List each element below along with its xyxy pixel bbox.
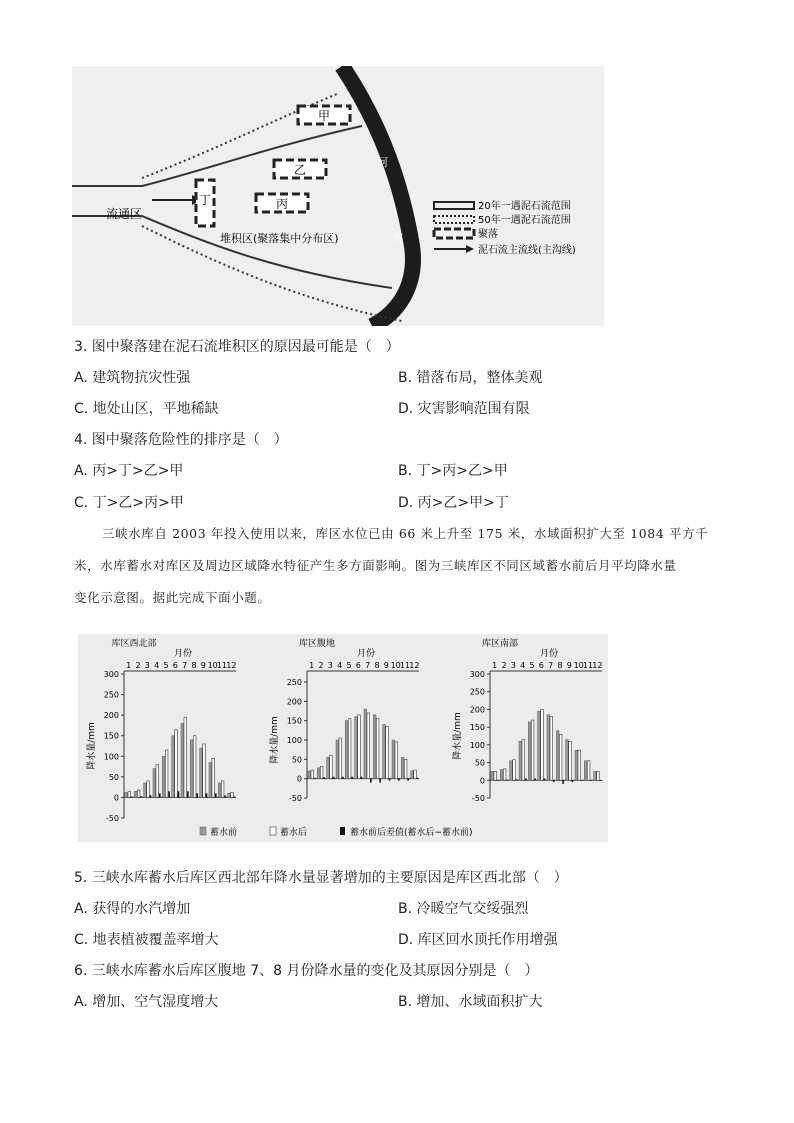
- label-deposit-zone: 堆积区(聚落集中分布区): [220, 232, 339, 245]
- legend-diff-label: 蓄水前后差值(蓄水后−蓄水前): [350, 828, 473, 838]
- month-tick-label: 12: [409, 661, 420, 670]
- question-3-stem: 3. 图中聚落建在泥石流堆积区的原因最可能是（ ）: [74, 339, 400, 355]
- bar-after: [503, 769, 506, 780]
- month-tick-label: 9: [383, 661, 389, 670]
- question-6-option-b[interactable]: B. 增加、水域面积扩大: [398, 994, 543, 1010]
- range-20yr-lower: [72, 216, 392, 288]
- bar-before: [566, 740, 569, 781]
- bar-after: [339, 738, 342, 779]
- bar-before: [364, 709, 367, 779]
- bar-diff: [534, 779, 536, 781]
- bar-before: [144, 783, 147, 797]
- legend-flowline-arrowhead: [466, 245, 474, 253]
- bar-diff: [351, 777, 353, 779]
- y-tick-label: 300: [469, 670, 485, 679]
- question-4-option-c[interactable]: C. 丁>乙>丙>甲: [74, 495, 184, 511]
- legend-settlement-label: 聚落: [478, 229, 498, 240]
- debris-flow-map: [72, 66, 604, 326]
- bar-after: [367, 713, 370, 779]
- bar-after: [376, 719, 379, 779]
- bar-after: [550, 717, 553, 781]
- bar-before: [190, 740, 193, 798]
- y-tick-label: 50: [474, 758, 485, 768]
- bar-diff: [196, 793, 198, 797]
- x-axis-label: 月份: [540, 649, 559, 659]
- legend-20yr-label: 20年一遇泥石流范围: [478, 201, 571, 212]
- month-tick-label: 5: [163, 661, 169, 670]
- month-tick-label: 3: [327, 661, 333, 670]
- bar-after: [597, 771, 600, 780]
- bar-after: [414, 770, 417, 779]
- bar-before: [584, 761, 587, 780]
- bar-diff: [140, 796, 142, 797]
- bar-diff: [562, 780, 564, 784]
- question-3-option-b[interactable]: B. 错落布局，整体美观: [398, 370, 543, 386]
- bar-diff: [389, 779, 391, 781]
- y-tick-label: 250: [469, 687, 485, 697]
- y-tick-label: 0: [113, 793, 119, 803]
- question-5-option-c[interactable]: C. 地表植被覆盖率增大: [74, 932, 219, 948]
- y-tick-label: 50: [108, 772, 119, 782]
- passage-line-1: 三峡水库自 2003 年投入使用以来，库区水位已由 66 米上升至 175 米，水域面积扩大至 1084 平方千: [102, 526, 709, 541]
- bar-after: [494, 771, 497, 780]
- precipitation-charts-svg: [78, 634, 608, 842]
- label-flow-zone: 流通区: [106, 207, 143, 221]
- bar-before: [228, 793, 231, 797]
- label-jia: 甲: [317, 109, 331, 123]
- bar-diff: [379, 779, 381, 783]
- bar-before: [575, 750, 578, 780]
- bar-diff: [506, 780, 508, 781]
- bar-before: [162, 756, 165, 797]
- bar-diff: [544, 779, 546, 781]
- bar-diff: [370, 779, 372, 783]
- bar-diff: [187, 791, 189, 797]
- month-tick-label: 4: [154, 661, 160, 670]
- month-tick-label: 6: [355, 661, 361, 670]
- y-tick-label: 200: [286, 697, 302, 707]
- debris-flow-map-svg: [72, 66, 604, 326]
- bar-before: [392, 740, 395, 779]
- y-tick-label: 150: [103, 731, 119, 741]
- question-5-option-b[interactable]: B. 冷暖空气交绥强烈: [398, 901, 529, 917]
- month-tick-label: 9: [200, 661, 206, 670]
- bar-diff: [497, 780, 499, 781]
- bar-diff: [516, 779, 518, 780]
- passage-line-3: 变化示意图。据此完成下面小题。: [74, 590, 271, 605]
- y-tick-label: 150: [286, 716, 302, 726]
- bar-after: [221, 781, 224, 797]
- bar-after: [559, 734, 562, 780]
- bar-before: [172, 736, 175, 798]
- bar-diff: [314, 778, 316, 779]
- month-tick-label: 2: [135, 661, 141, 670]
- month-tick-label: 10: [573, 661, 584, 670]
- y-tick-label: 100: [103, 752, 119, 762]
- legend-settlement-symbol: [434, 229, 474, 238]
- month-tick-label: 10: [390, 661, 401, 670]
- bar-diff: [572, 780, 574, 782]
- bar-diff: [131, 797, 133, 798]
- y-tick-label: 100: [286, 736, 302, 745]
- y-tick-label: -50: [105, 814, 119, 823]
- bar-diff: [168, 791, 170, 797]
- bar-before: [345, 721, 348, 779]
- question-6-option-a[interactable]: A. 增加、空气湿度增大: [74, 994, 219, 1010]
- bar-after: [137, 790, 140, 797]
- month-tick-label: 2: [501, 661, 507, 670]
- month-tick-label: 7: [365, 661, 371, 670]
- month-tick-label: 8: [191, 661, 197, 670]
- bar-diff: [342, 777, 344, 779]
- month-tick-label: 6: [172, 661, 178, 670]
- month-tick-label: 7: [548, 661, 554, 670]
- month-tick-label: 8: [557, 661, 563, 670]
- chart-title: 库区腹地: [298, 639, 336, 649]
- bar-after: [203, 744, 206, 797]
- bar-before: [491, 771, 494, 780]
- bar-before: [134, 791, 137, 797]
- precipitation-charts: [78, 634, 608, 842]
- y-tick-label: 250: [286, 678, 302, 687]
- y-tick-label: 200: [469, 705, 485, 715]
- bar-after: [165, 750, 168, 797]
- bar-before: [556, 731, 559, 781]
- question-4-stem: 4. 图中聚落危险性的排序是（ ）: [74, 432, 288, 448]
- legend-50yr-label: 50年一遇泥石流范围: [478, 215, 571, 226]
- bar-diff: [398, 779, 400, 781]
- month-tick-label: 3: [510, 661, 516, 670]
- bar-diff: [333, 777, 335, 779]
- label-ding: 丁: [198, 193, 212, 207]
- legend-50yr-symbol: [434, 216, 474, 223]
- bar-before: [327, 757, 330, 778]
- month-tick-label: 4: [337, 661, 343, 670]
- bar-before: [383, 725, 386, 779]
- y-axis-label: 降水量/mm: [87, 722, 97, 770]
- month-tick-label: 9: [566, 661, 572, 670]
- y-axis-label: 降水量/mm: [270, 716, 280, 764]
- y-tick-label: 250: [103, 690, 119, 700]
- label-river-he: 河: [377, 156, 388, 169]
- bar-before: [336, 740, 339, 779]
- bar-after: [522, 740, 525, 781]
- bar-before: [500, 770, 503, 781]
- bar-diff: [590, 780, 592, 781]
- bar-diff: [206, 793, 208, 797]
- bar-after: [212, 758, 215, 797]
- bar-diff: [600, 780, 602, 781]
- question-4-option-d[interactable]: D. 丙>乙>甲>丁: [398, 495, 509, 511]
- bar-before: [594, 771, 597, 780]
- month-tick-label: 1: [309, 661, 315, 670]
- bar-after: [358, 715, 361, 779]
- y-tick-label: 100: [469, 740, 485, 750]
- y-tick-label: 0: [479, 776, 485, 786]
- chart-title: 库区南部: [481, 639, 519, 649]
- legend-after-label: 蓄水后: [280, 828, 308, 838]
- bar-after: [513, 760, 516, 781]
- bar-before: [317, 768, 320, 779]
- river: [342, 66, 413, 326]
- legend-before-label: 蓄水前: [210, 828, 238, 838]
- label-yi: 乙: [293, 163, 307, 177]
- y-tick-label: -50: [471, 794, 485, 803]
- bar-before: [528, 722, 531, 780]
- bar-before: [181, 723, 184, 797]
- y-tick-label: -50: [288, 794, 302, 803]
- x-axis-label: 月份: [357, 649, 376, 659]
- month-tick-label: 1: [126, 661, 132, 670]
- x-axis-label: 月份: [174, 649, 193, 659]
- month-tick-label: 3: [144, 661, 150, 670]
- question-5-option-a[interactable]: A. 获得的水汽增加: [74, 901, 191, 917]
- bar-diff: [407, 779, 409, 781]
- month-tick-label: 11: [216, 661, 228, 670]
- question-4-option-b[interactable]: B. 丁>丙>乙>甲: [398, 463, 508, 479]
- y-tick-label: 0: [296, 774, 302, 784]
- bar-diff: [215, 793, 217, 797]
- bar-before: [547, 715, 550, 781]
- question-3-option-d[interactable]: D. 灾害影响范围有限: [398, 401, 530, 417]
- label-bing: 丙: [275, 197, 289, 211]
- bar-after: [231, 792, 234, 797]
- bar-after: [193, 736, 196, 798]
- month-tick-label: 12: [226, 661, 237, 670]
- bar-before: [200, 748, 203, 797]
- map-legend: [434, 199, 576, 256]
- legend-20yr-symbol: [434, 202, 474, 209]
- bar-before: [510, 761, 513, 780]
- bar-before: [373, 715, 376, 779]
- y-axis-label: 降水量/mm: [453, 712, 463, 760]
- bar-diff: [581, 780, 583, 781]
- bar-before: [538, 711, 541, 780]
- month-tick-label: 8: [374, 661, 380, 670]
- bar-diff: [323, 777, 325, 779]
- bar-before: [411, 771, 414, 779]
- bar-after: [541, 709, 544, 780]
- bar-after: [569, 741, 572, 780]
- y-tick-label: 150: [469, 723, 485, 733]
- month-tick-label: 6: [538, 661, 544, 670]
- bar-after: [330, 755, 333, 778]
- bar-diff: [361, 777, 363, 779]
- chart-title: 库区西北部: [111, 639, 157, 649]
- bar-before: [218, 783, 221, 797]
- bar-after: [587, 761, 590, 780]
- question-3-option-c[interactable]: C. 地处山区，平地稀缺: [74, 401, 219, 417]
- bar-before: [519, 741, 522, 780]
- y-tick-label: 300: [103, 670, 119, 679]
- bar-after: [531, 720, 534, 780]
- month-tick-label: 1: [492, 661, 498, 670]
- bar-diff: [234, 797, 236, 798]
- bar-diff: [159, 793, 161, 797]
- bar-after: [578, 750, 581, 780]
- bar-before: [125, 792, 128, 797]
- bar-after: [386, 726, 389, 778]
- bar-after: [128, 792, 131, 798]
- bar-after: [184, 717, 187, 797]
- bar-before: [401, 757, 404, 778]
- legend-before-swatch: [200, 827, 206, 835]
- label-river-liu: 流: [392, 232, 403, 245]
- bar-after: [404, 759, 407, 778]
- bar-diff: [224, 795, 226, 797]
- bar-diff: [525, 779, 527, 781]
- bar-before: [153, 769, 156, 798]
- month-tick-label: 5: [529, 661, 535, 670]
- month-tick-label: 4: [520, 661, 526, 670]
- passage-line-2: 米，水库蓄水对库区及周边区域降水特征产生多方面影响。图为三峡库区不同区域蓄水前后月平均降水量: [74, 558, 677, 573]
- bar-diff: [150, 795, 152, 797]
- month-tick-label: 11: [399, 661, 411, 670]
- bar-after: [348, 719, 351, 779]
- bar-diff: [553, 780, 555, 782]
- legend-flowline-label: 泥石流主流线(主沟线): [478, 245, 576, 256]
- legend-after-swatch: [270, 827, 276, 835]
- bar-before: [209, 762, 212, 797]
- bar-after: [395, 742, 398, 779]
- bar-diff: [178, 791, 180, 797]
- bar-diff: [417, 778, 419, 779]
- month-tick-label: 11: [582, 661, 594, 670]
- bar-after: [156, 765, 159, 798]
- month-tick-label: 12: [592, 661, 603, 670]
- bar-before: [355, 717, 358, 779]
- bar-before: [308, 771, 311, 779]
- month-tick-label: 10: [207, 661, 218, 670]
- bar-after: [175, 730, 178, 798]
- legend-diff-swatch: [340, 827, 345, 835]
- y-tick-label: 50: [291, 755, 302, 765]
- y-tick-label: 200: [103, 711, 119, 721]
- question-6-stem: 6. 三峡水库蓄水后库区腹地 7、8 月份降水量的变化及其原因分别是（ ）: [74, 963, 539, 979]
- month-tick-label: 7: [182, 661, 188, 670]
- bar-after: [311, 770, 314, 779]
- month-tick-label: 5: [346, 661, 352, 670]
- bar-after: [320, 766, 323, 778]
- bar-after: [147, 781, 150, 797]
- question-3-option-a[interactable]: A. 建筑物抗灾性强: [74, 370, 191, 386]
- question-5-option-d[interactable]: D. 库区回水顶托作用增强: [398, 932, 558, 948]
- question-4-option-a[interactable]: A. 丙>丁>乙>甲: [74, 463, 184, 479]
- question-5-stem: 5. 三峡水库蓄水后库区西北部年降水量显著增加的主要原因是库区西北部（ ）: [74, 870, 568, 886]
- month-tick-label: 2: [318, 661, 324, 670]
